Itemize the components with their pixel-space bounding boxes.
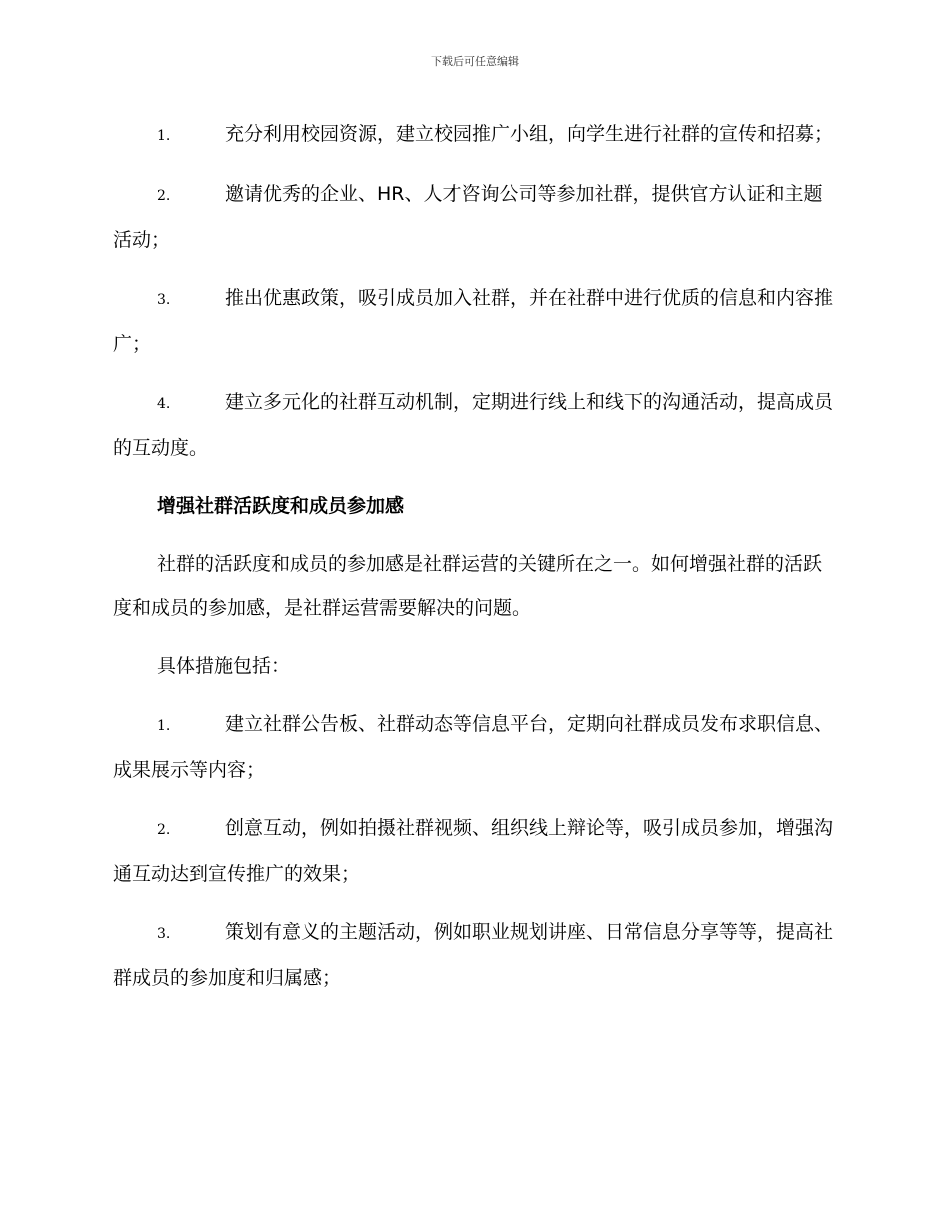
page-header: 下载后可任意编辑 bbox=[431, 55, 519, 68]
list-item bbox=[113, 910, 837, 1000]
list-item-number: 2. bbox=[157, 188, 171, 204]
list-item bbox=[113, 172, 837, 262]
list-item-number: 3. bbox=[157, 292, 171, 308]
list-item bbox=[113, 806, 837, 896]
list-item-text: 推出优惠政策，吸引成员加入社群，并在社群中进行优质的信息和内容推广； bbox=[113, 287, 834, 355]
list-item bbox=[113, 276, 837, 366]
list-item bbox=[113, 112, 837, 158]
measures-label: 具体措施包括： bbox=[157, 655, 291, 677]
list-item bbox=[113, 702, 837, 792]
document-body bbox=[113, 112, 837, 1014]
list-item-text: 充分利用校园资源，建立校园推广小组，向学生进行社群的宣传和招募； bbox=[225, 123, 834, 145]
list-item-text: 创意互动，例如拍摄社群视频、组织线上辩论等，吸引成员参加，增强沟通互动达到宣传推广的效果； bbox=[113, 817, 834, 885]
list-item bbox=[113, 380, 837, 470]
list-item-number: 4. bbox=[157, 396, 171, 412]
section-heading: 增强社群活跃度和成员参加感 bbox=[157, 495, 405, 517]
list-item-number: 3. bbox=[157, 926, 171, 942]
list-item-number: 1. bbox=[157, 718, 171, 734]
list-item-text: 策划有意义的主题活动，例如职业规划讲座、日常信息分享等等，提高社群成员的参加度和归属感； bbox=[113, 921, 834, 989]
intro-paragraph: 社群的活跃度和成员的参加感是社群运营的关键所在之一。如何增强社群的活跃度和成员的参加感，是社群运营需要解决的问题。 bbox=[113, 553, 823, 619]
list-item-text: 建立社群公告板、社群动态等信息平台，定期向社群成员发布求职信息、成果展示等内容； bbox=[113, 713, 834, 781]
list-item-text: 建立多元化的社群互动机制，定期进行线上和线下的沟通活动，提高成员的互动度。 bbox=[113, 391, 834, 459]
list-item-number: 1. bbox=[157, 128, 171, 144]
list-item-number: 2. bbox=[157, 822, 171, 838]
list-item-text: 邀请优秀的企业、HR、人才咨询公司等参加社群，提供官方认证和主题活动； bbox=[113, 183, 823, 251]
